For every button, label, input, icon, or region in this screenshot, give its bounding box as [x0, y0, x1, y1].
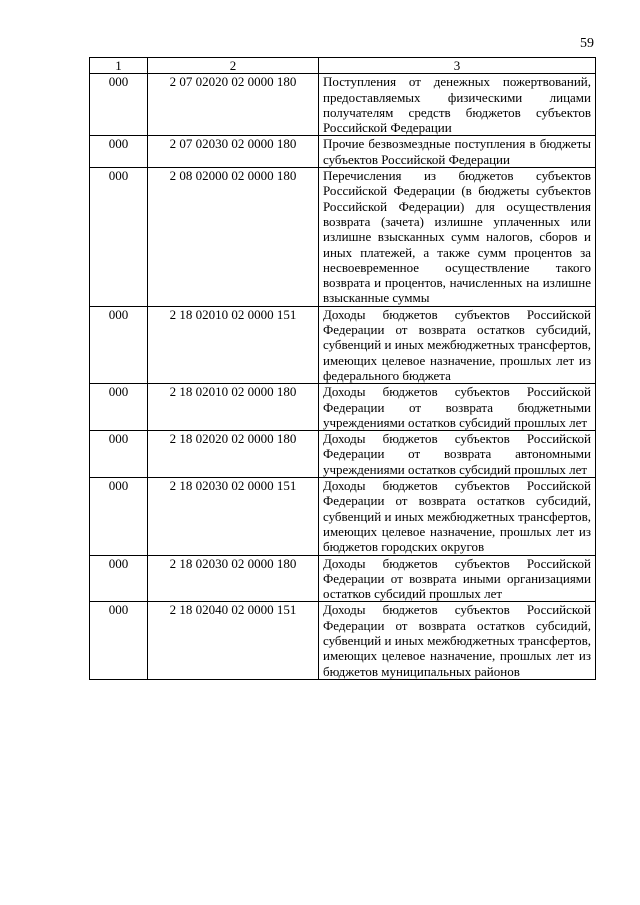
- page-number: 59: [580, 36, 594, 51]
- admin-code-cell: 000: [90, 555, 148, 602]
- admin-code-cell: 000: [90, 478, 148, 555]
- table-row: [90, 384, 596, 431]
- admin-code-cell: 000: [90, 431, 148, 478]
- description-cell: Прочие безвозмездные поступления в бюджеты субъектов Российской Федерации: [319, 136, 596, 168]
- description-cell: Доходы бюджетов субъектов Российской Федерации от возврата остатков субсидий, субвенций и иных межбюджетных трансфертов, имеющих целевое назначение, прошлых лет из федерального бюджета: [319, 306, 596, 383]
- description-cell: Поступления от денежных пожертвований, предоставляемых физическими лицами получателям средств бюджетов субъектов Российской Федерации: [319, 74, 596, 136]
- table-row: [90, 555, 596, 602]
- income-code-cell: 2 18 02010 02 0000 180: [148, 384, 319, 431]
- income-code-cell: 2 07 02020 02 0000 180: [148, 74, 319, 136]
- admin-code-cell: 000: [90, 74, 148, 136]
- budget-income-table: [89, 57, 596, 680]
- table-header-row: [90, 58, 596, 74]
- column-header-2: 2: [148, 58, 319, 74]
- income-code-cell: 2 18 02030 02 0000 151: [148, 478, 319, 555]
- table-row: [90, 306, 596, 383]
- admin-code-cell: 000: [90, 602, 148, 679]
- table-row: [90, 74, 596, 136]
- column-header-1: 1: [90, 58, 148, 74]
- admin-code-cell: 000: [90, 306, 148, 383]
- income-code-cell: 2 07 02030 02 0000 180: [148, 136, 319, 168]
- table-row: [90, 431, 596, 478]
- description-cell: Доходы бюджетов субъектов Российской Федерации от возврата остатков субсидий, субвенций и иных межбюджетных трансфертов, имеющих целевое назначение, прошлых лет из бюджетов муниципальных районов: [319, 602, 596, 679]
- table-row: [90, 136, 596, 168]
- description-cell: Доходы бюджетов субъектов Российской Федерации от возврата бюджетными учреждениями остатков субсидий прошлых лет: [319, 384, 596, 431]
- admin-code-cell: 000: [90, 136, 148, 168]
- income-code-cell: 2 18 02020 02 0000 180: [148, 431, 319, 478]
- income-code-cell: 2 18 02040 02 0000 151: [148, 602, 319, 679]
- description-cell: Перечисления из бюджетов субъектов Российской Федерации (в бюджеты субъектов Российской Федерации) для осуществления возврата (зачета) излишне уплаченных или излишне взысканных сумм налогов, сборов и иных платежей, а также сумм процентов за несвоевременное осуществление такого возврата и процентов, начисленных на излишне взысканные суммы: [319, 168, 596, 307]
- income-code-cell: 2 18 02010 02 0000 151: [148, 306, 319, 383]
- description-cell: Доходы бюджетов субъектов Российской Федерации от возврата остатков субсидий, субвенций и иных межбюджетных трансфертов, имеющих целевое назначение, прошлых лет из бюджетов городских округов: [319, 478, 596, 555]
- table-row: [90, 168, 596, 307]
- table-row: [90, 478, 596, 555]
- admin-code-cell: 000: [90, 384, 148, 431]
- admin-code-cell: 000: [90, 168, 148, 307]
- column-header-3: 3: [319, 58, 596, 74]
- income-code-cell: 2 18 02030 02 0000 180: [148, 555, 319, 602]
- description-cell: Доходы бюджетов субъектов Российской Федерации от возврата иными организациями остатков субсидий прошлых лет: [319, 555, 596, 602]
- description-cell: Доходы бюджетов субъектов Российской Федерации от возврата автономными учреждениями остатков субсидий прошлых лет: [319, 431, 596, 478]
- table-row: [90, 602, 596, 679]
- income-code-cell: 2 08 02000 02 0000 180: [148, 168, 319, 307]
